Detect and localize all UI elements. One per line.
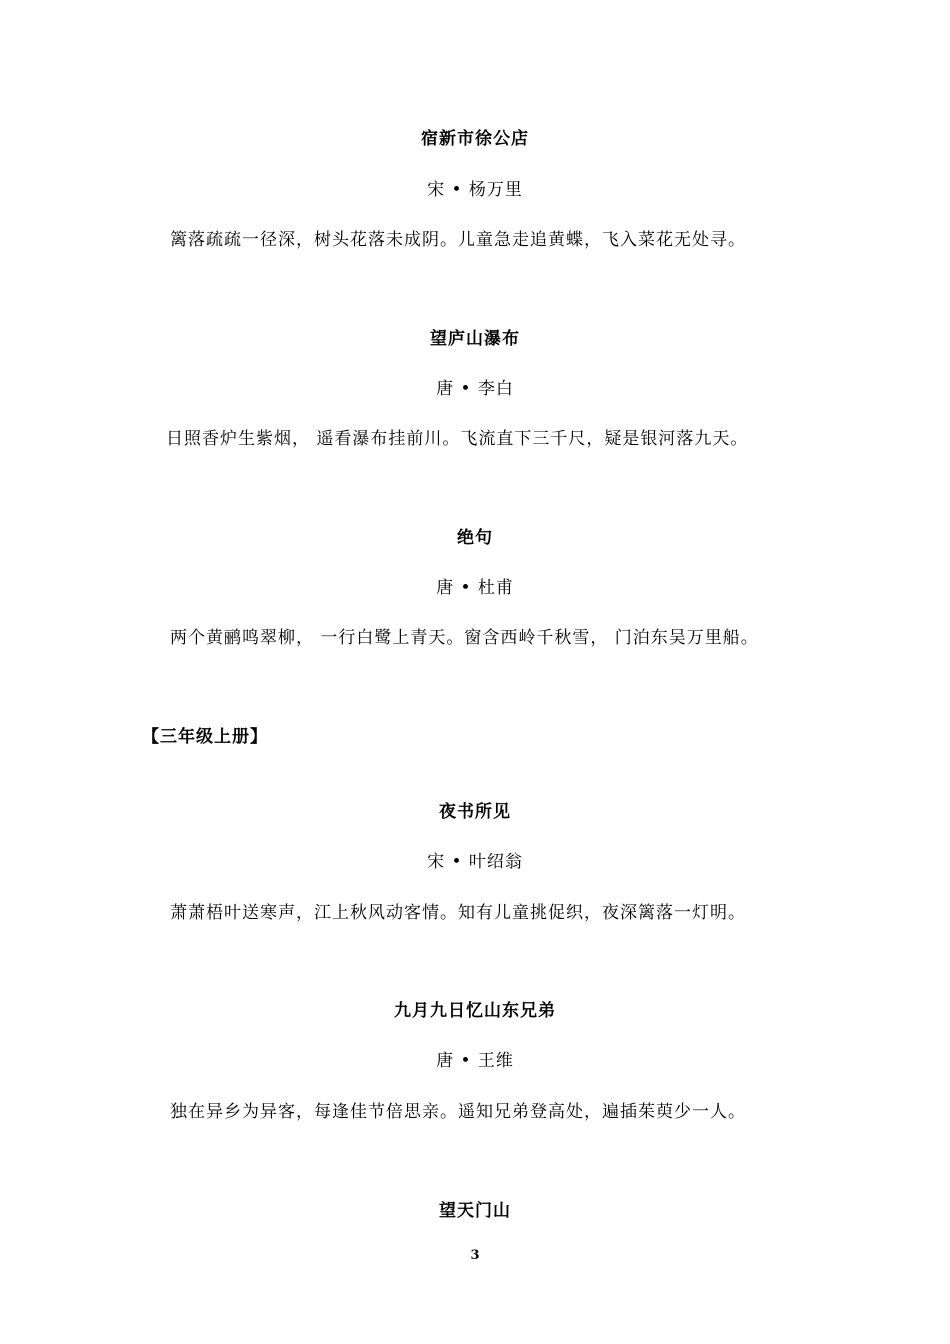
poem-title: 宿新市徐公店 xyxy=(421,129,529,149)
poem-author: 唐 • 李白 xyxy=(436,379,514,399)
poem-text: 日照香炉生紫烟， 遥看瀑布挂前川。飞流直下三千尺，疑是银河落九天。 xyxy=(166,429,749,449)
poem-title: 夜书所见 xyxy=(439,802,511,822)
poem-text: 篱落疏疏一径深，树头花落未成阴。儿童急走追黄蝶，飞入菜花无处寻。 xyxy=(170,230,746,250)
poem-title: 九月九日忆山东兄弟 xyxy=(394,1001,556,1021)
poem-author: 唐 • 杜甫 xyxy=(436,578,514,598)
poem-title: 望天门山 xyxy=(439,1201,511,1221)
poem-text: 两个黄鹂鸣翠柳， 一行白鹭上青天。窗含西岭千秋雪， 门泊东吴万里船。 xyxy=(170,628,759,648)
page-number: 3 xyxy=(470,1248,480,1263)
poem-text: 独在异乡为异客，每逢佳节倍思亲。遥知兄弟登高处，遍插茱萸少一人。 xyxy=(170,1102,746,1122)
poem-title: 望庐山瀑布 xyxy=(430,329,520,349)
poem-title: 绝句 xyxy=(457,528,493,548)
poem-author: 宋 • 叶绍翁 xyxy=(427,852,523,872)
poem-text: 萧萧梧叶送寒声，江上秋风动客情。知有儿童挑促织，夜深篱落一灯明。 xyxy=(170,903,746,923)
poem-author: 唐 • 王维 xyxy=(436,1051,514,1071)
section-heading: 【三年级上册】 xyxy=(142,727,268,747)
poem-author: 宋 • 杨万里 xyxy=(427,180,523,200)
